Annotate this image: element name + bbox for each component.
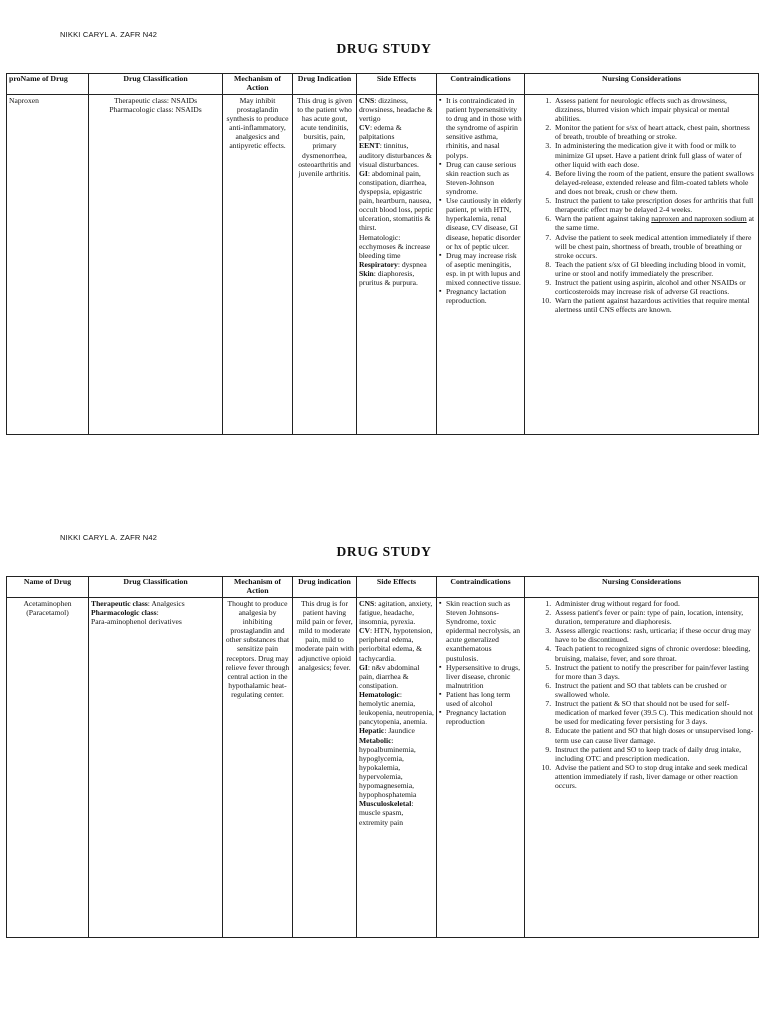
list-item: 6. Warn the patient against taking naproxen and naproxen sodium at the same time. (553, 214, 756, 232)
list-item: 1. Assess patient for neurologic effects such as drowsiness, dizziness, blurred vision which impair physical or mental abilities. (553, 96, 756, 123)
header-nursing-considerations: Nursing Considerations (525, 577, 759, 598)
header-contraindications: Contraindications (437, 74, 525, 95)
list-item: 8. Teach the patient s/sx of GI bleeding including blood in vomit, urine or stool and notify immediately the prescriber. (553, 260, 756, 278)
side-effect-item: Hematologic: ecchymoses & increase bleeding time (359, 232, 431, 260)
side-effect-item: Hematologic: hemolytic anemia, leukopenia, neutropenia, pancytopenia, anemia. (359, 690, 434, 727)
list-item: ▪ Hypersensitive to drugs, liver disease, chronic malnutrition (446, 663, 522, 690)
contraindications (437, 94, 525, 434)
header-side-effects: Side Effects (357, 74, 437, 95)
side-effect-item: GI: abdominal pain, constipation, diarrhea, dyspepsia, epigastric pain, heartburn, nausea, occult blood loss, peptic ulceration, stomatitis & thirst. (359, 168, 433, 233)
header-side-effects: Side Effects (357, 577, 437, 598)
drug-name: Acetaminophen (Paracetamol) (7, 597, 89, 937)
list-item: 1. Administer drug without regard for food. (553, 599, 756, 608)
header-name-of-drug: Name of Drug (7, 577, 89, 598)
list-item: 2. Monitor the patient for s/sx of heart attack, chest pain, shortness of breath, trouble of breathing or stroke. (553, 123, 756, 141)
list-item: 2. Assess patient's fever or pain: type of pain, location, intensity, duration, temperature and diaphoresis. (553, 608, 756, 626)
list-item: ▪ It is contraindicated in patient hypersensitivity to drug and in those with the syndrome of aspirin sensitive asthma, rhinitis, and nasal polyps. (446, 96, 522, 160)
header-drug-indication: Drug Indication (293, 74, 357, 95)
pharmacologic-class: Pharmacologic class: NSAIDs (109, 105, 202, 115)
list-item: ▪ Drug may increase risk of aseptic meningitis, esp. in pt with lupus and mixed connective tissue. (446, 251, 522, 287)
table-header-row (7, 577, 759, 598)
contraindications (437, 597, 525, 937)
mechanism-of-action: Thought to produce analgesia by inhibiting prostaglandin and other substances that sensitize pain receptors. Drug may relieve fever through central action in the hypothalamic heat-regulating center. (223, 597, 293, 937)
side-effect-item: CNS: agitation, anxiety, fatigue, headache, insomnia, pyrexia. (359, 598, 433, 627)
author-name: NIKKI CARYL A. ZAFR N42 (60, 533, 158, 542)
list-item: 4. Before living the room of the patient, ensure the patient swallows delayed-release, extended release and film-coated tablets whole and does not break, crush or chew them. (553, 169, 756, 196)
list-item: 3. Assess allergic reactions: rash, urticaria; if these occur drug may have to be discontinued. (553, 626, 756, 644)
side-effect-item: Respiratory: dyspnea (359, 259, 427, 269)
side-effect-item: CV: edema & palpitations (359, 123, 402, 142)
list-item: 4. Teach patient to recognized signs of chronic overdose: bleeding, bruising, malaise, fever, and sore throat. (553, 644, 756, 662)
drug-classification (89, 597, 223, 937)
therapeutic-class: Therapeutic class: Analgesics (91, 598, 185, 608)
author-name: NIKKI CARYL A. ZAFR N42 (60, 30, 158, 39)
drug-name: Naproxen (7, 94, 89, 434)
side-effects (357, 94, 437, 434)
drug-indication: This drug is for patient having mild pain or fever, mild to moderate pain, mild to moderate pain with adjunctive opioid analgesics; fever. (293, 597, 357, 937)
nursing-considerations (525, 94, 759, 434)
drug-study-table (6, 576, 759, 938)
table-row (7, 597, 759, 937)
side-effect-item: EENT: tinnitus, auditory disturbances & visual disturbances. (359, 141, 432, 169)
list-item: ▪ Pregnancy lactation reproduction. (446, 287, 522, 305)
drug-indication: This drug is given to the patient who has acute gout, acute tendinitis, bursitis, pain, primary dysmenorrhea, osteoarthritis and juvenile arthritis. (293, 94, 357, 434)
side-effect-item: CNS: dizziness, drowsiness, headache & vertigo (359, 95, 433, 124)
list-item: 7. Advise the patient to seek medical attention immediately if there will be chest pain, shortness of breath, trouble of breathing or stroke occurs. (553, 233, 756, 260)
side-effect-item: GI: n&v abdominal pain, diarrhea & constipation. (359, 662, 420, 690)
list-item: 9. Instruct the patient using aspirin, alcohol and other NSAIDs or corticosteroids may increase risk of adverse GI reactions. (553, 278, 756, 296)
table-row (7, 94, 759, 434)
header-drug-classification: Drug Classification (89, 74, 223, 95)
list-item: 6. Instruct the patient and SO that tablets can be crushed or swallowed whole. (553, 681, 756, 699)
side-effects (357, 597, 437, 937)
header-mechanism-of-action: Mechanism of Action (223, 577, 293, 598)
header-drug-classification: Drug Classification (89, 577, 223, 598)
list-item: 9. Instruct the patient and SO to keep track of daily drug intake, including OTC and prescription medication. (553, 745, 756, 763)
nursing-considerations (525, 597, 759, 937)
drug-study-table (6, 73, 759, 435)
list-item: 5. Instruct the patient to notify the prescriber for pain/fever lasting for more than 3 days. (553, 663, 756, 681)
pharmacologic-class-value: Para-aminophenol derivatives (91, 617, 182, 627)
list-item: 5. Instruct the patient to take prescription doses for arthritis that full therapeutic effect may be delayed 2-4 weeks. (553, 196, 756, 214)
list-item: ▪ Patient has long term used of alcohol (446, 690, 522, 708)
drug-classification (89, 94, 223, 434)
side-effect-item: Skin: diaphoresis, pruritus & purpura. (359, 268, 418, 288)
header-contraindications: Contraindications (437, 577, 525, 598)
side-effect-item: Musculoskeletal: muscle spasm, extremity pain (359, 799, 414, 827)
side-effect-item: CV: HTN, hypotension, peripheral edema, periorbital edema, & tachycardia. (359, 626, 433, 663)
header-drug-indication: Drug indication (293, 577, 357, 598)
header-mechanism-of-action: Mechanism of Action (223, 74, 293, 95)
list-item: ▪ Drug can cause serious skin reaction such as Steven-Johnson syndrome. (446, 160, 522, 196)
side-effect-item: Hepatic: Jaundice (359, 726, 415, 736)
therapeutic-class: Therapeutic class: NSAIDs (113, 95, 198, 105)
pharmacologic-class: Pharmacologic class: (91, 608, 159, 618)
list-item: ▪ Pregnancy lactation reproduction (446, 708, 522, 726)
header-nursing-considerations: Nursing Considerations (525, 74, 759, 95)
list-item: 8. Educate the patient and SO that high doses or unsupervised long-term use can cause liver damage. (553, 726, 756, 744)
page-title: DRUG STUDY (336, 41, 432, 56)
list-item: 3. In administering the medication give it with food or milk to minimize GI upset. Have a patient drink full glass of water of other liquid with each dose. (553, 141, 756, 168)
header-name-of-drug: proName of Drug (7, 74, 89, 95)
side-effect-item: Metabolic: hypoalbuminemia, hypoglycemia, hypokalemia, hypervolemia, hypomagnesemia, hypophosphatemia (359, 735, 417, 800)
list-item: 10. Warn the patient against hazardous activities that require mental alertness until CNS effects are known. (553, 296, 756, 314)
mechanism-of-action: May inhibit prostaglandin synthesis to produce anti-inflammatory, analgesics and antipyretic effects. (223, 94, 293, 434)
list-item: 10. Advise the patient and SO to stop drug intake and seek medical attention immediately if rash, liver damage or other reaction occurs. (553, 763, 756, 790)
page-title: DRUG STUDY (336, 544, 432, 559)
table-header-row (7, 74, 759, 95)
list-item: 7. Instruct the patient & SO that should not be used for self-medication of marked fever (39.5 C). This medication should not be used for medicating fever persisting for 3 days. (553, 699, 756, 726)
list-item: ▪ Skin reaction such as Steven Johnsons-Syndrome, toxic epidermal necrolysis, an acute generalized exanthematous pustulosis. (446, 599, 522, 663)
list-item: ▪ Use cautiously in elderly patient, pt with HTN, hyperkalemia, renal disease, CV disease, GI disease, hepatic disorder or hx of peptic ulcer. (446, 196, 522, 251)
